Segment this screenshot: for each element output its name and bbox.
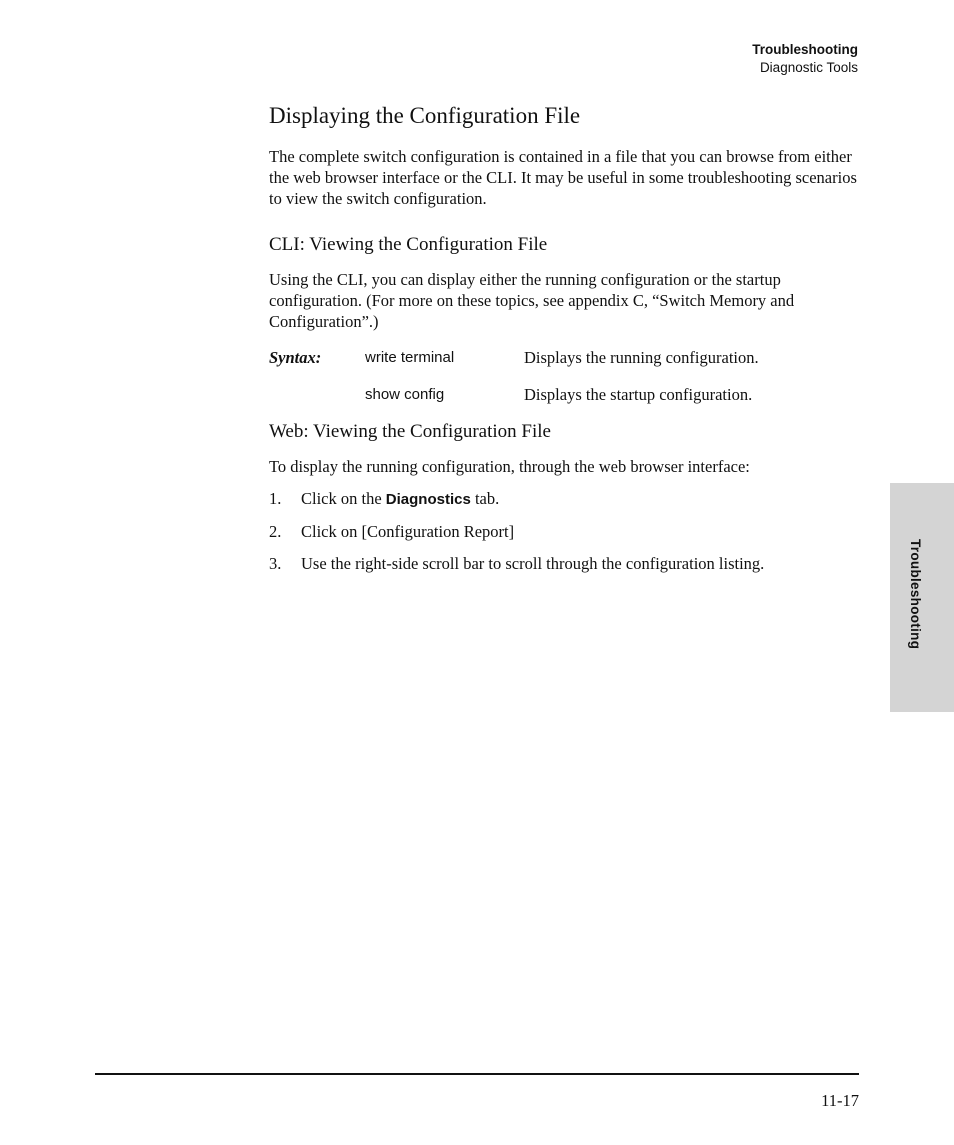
- syntax-description: Displays the startup configuration.: [524, 385, 753, 404]
- running-header-chapter: Troubleshooting: [752, 42, 858, 57]
- syntax-command: write terminal: [365, 349, 455, 366]
- chapter-side-tab: [890, 483, 954, 712]
- section-title: Displaying the Configuration File: [269, 103, 581, 128]
- side-tab-label: Troubleshooting: [908, 539, 923, 650]
- syntax-row-show-config: [269, 384, 861, 421]
- step-text: Click on [Configuration Report]: [301, 522, 515, 541]
- footer-rule: [95, 1073, 859, 1075]
- cli-paragraph: Using the CLI, you can display either the running configuration or the startup configuration. (For more on these topics, see appendix C, “Switch Memory and Configuration”.): [269, 270, 795, 331]
- step-number: 3.: [269, 554, 282, 573]
- step-number: 1.: [269, 489, 282, 508]
- list-item: [269, 553, 861, 574]
- step-text-before: Click on the: [301, 489, 386, 508]
- running-header-section: Diagnostic Tools: [759, 60, 858, 75]
- cli-heading: CLI: Viewing the Configuration File: [269, 234, 548, 255]
- list-item: [269, 521, 861, 542]
- running-header: [752, 41, 858, 77]
- step-text: Use the right-side scroll bar to scroll through the configuration listing.: [301, 554, 765, 573]
- syntax-label: Syntax:: [269, 348, 322, 367]
- list-item: [269, 488, 861, 510]
- syntax-row-write-terminal: [269, 347, 861, 384]
- step-text-after: tab.: [470, 489, 500, 508]
- page-content: [269, 100, 861, 585]
- syntax-description: Displays the running configuration.: [524, 348, 759, 367]
- steps-list: [269, 488, 861, 574]
- web-heading: Web: Viewing the Configuration File: [269, 421, 551, 442]
- step-number: 2.: [269, 522, 282, 541]
- web-paragraph: To display the running configuration, through the web browser interface:: [269, 457, 750, 476]
- intro-paragraph: The complete switch configuration is contained in a file that you can browse from either the web browser interface or the CLI. It may be useful in some troubleshooting scenarios to view the switch configuration.: [269, 147, 857, 208]
- syntax-command: show config: [365, 386, 445, 403]
- diagnostics-tab-reference: Diagnostics: [385, 491, 471, 508]
- syntax-table: [269, 347, 861, 411]
- page-number: 11-17: [821, 1091, 859, 1110]
